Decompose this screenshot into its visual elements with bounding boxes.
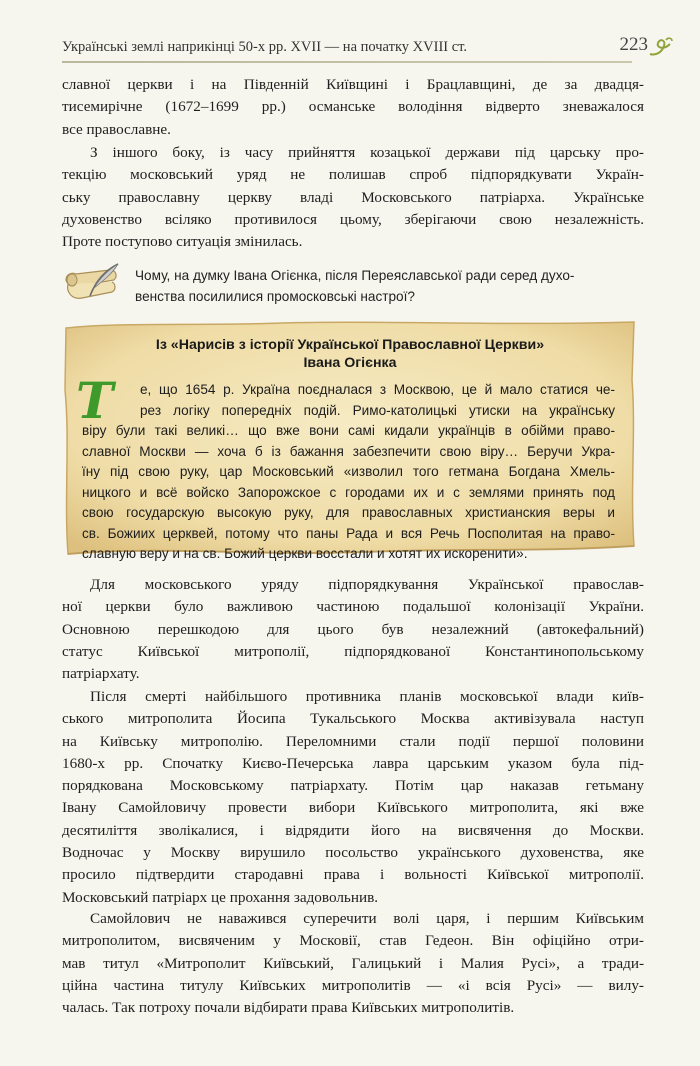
source-line: їну під свою руку, цар Московський «изволил того гетмана Богдана Хмель-: [82, 464, 615, 479]
question-line: венства посилилися промосковські настрої?: [135, 289, 415, 304]
source-line: е, що 1654 р. Україна поєдналася з Москвою, це й мало статися че-: [140, 382, 615, 397]
text-line: Після смерті найбільшого противника планів московської влади київ-: [90, 688, 644, 705]
paragraph-4: [62, 686, 644, 909]
text-line: мав титул «Митрополит Київський, Галицький і Малия Русі», а тради-: [62, 954, 644, 972]
text-line: ську православну церкву владі Московського патріарха. Українське: [62, 188, 644, 206]
source-line: рез логіку попередніх подій. Римо-католицькі утиски на українську: [140, 402, 615, 418]
source-text: [82, 380, 615, 565]
text-line: Основною перешкодою для цього був незалежний (автокефальний): [62, 620, 644, 638]
text-line: ної церкви було важливою частиною подальшої колонізації України.: [62, 598, 644, 616]
source-line: славної Москви — хоча б із бажання забезпечити свою віру… Беручи Укра-: [82, 443, 615, 459]
question-block: [60, 262, 660, 310]
text-line: десятиліття зволікалися, і відрядити його на висвячення до Москви.: [62, 821, 644, 839]
text-line: текцію московський уряд не полишав спроб підпорядкувати Україн-: [62, 166, 644, 184]
intro-paragraph: [62, 74, 644, 141]
question-line: Чому, на думку Івана Огієнка, після Переяславської ради серед духо-: [135, 268, 575, 283]
text-line: Самойлович не наважився суперечити волі царя, і першим Київським: [90, 910, 644, 927]
text-line: чалась. Так потроху почали відбирати права Київських митрополитів.: [62, 999, 515, 1017]
text-line: тисемирічне (1672–1699 рр.) османське володіння відверто зневажалося: [62, 98, 644, 116]
text-line: митрополитом, висвяченим у Московії, став Гедеон. Він офіційно отри-: [62, 932, 644, 950]
text-line: славної церкви і на Південній Київщині і Брацлавщині, де за двадця-: [62, 76, 644, 93]
text-line: Для московського уряду підпорядкування Української православ-: [90, 576, 644, 593]
text-line: 1680-х рр. Спочатку Києво-Печерська лавра царським указом була під-: [62, 754, 644, 772]
header-rule: [62, 61, 632, 63]
text-line: порядкована Московському патріархату. Потім цар наказав гетьману: [62, 777, 644, 795]
text-line: ського митрополита Йосипа Тукальського Москва активізувала наступ: [62, 710, 644, 728]
text-line: Проте поступово ситуація змінилась.: [62, 233, 303, 251]
text-line: Московський патріарх це прохання задовольнив.: [62, 888, 379, 906]
source-line: свою государскую высокую руку, для православных христианския веры и: [82, 505, 615, 520]
paragraph-5: [62, 908, 644, 1019]
text-line: статус Київської митрополії, підпорядкованої Константинопольському: [62, 642, 644, 660]
running-title: Українські землі наприкінці 50-х рр. XVII — на початку XVIII ст.: [62, 39, 468, 55]
text-line: З іншого боку, із часу прийняття козацької держави під царську про-: [90, 144, 644, 161]
paragraph-2: [62, 142, 644, 253]
page-number: 223: [619, 34, 648, 55]
source-line: ницкого и всё войско Запорожское с городами их и с землями принять под: [82, 484, 615, 500]
source-line: славную веру и на св. Божий церкви восстали и хотят их искоренити».: [82, 546, 528, 561]
page-header: [62, 34, 674, 60]
source-title-line: Із «Нарисів з історії Української Православної Церкви»: [155, 337, 545, 353]
text-line: Водночас у Москву вирушило посольство українського духовенства, яке: [62, 844, 644, 862]
text-line: ційна частина титулу Київських митрополитів — «і всія Русі» — вилу-: [62, 976, 644, 994]
question-text: [135, 265, 655, 307]
text-line: на Київську митрополію. Переломними стали події першої половини: [62, 732, 644, 750]
text-line: Івану Самойловичу провести вибори Київського митрополита, які вже: [62, 799, 644, 817]
source-title: [62, 336, 638, 372]
source-title-author: Івана Огієнка: [303, 355, 397, 371]
text-line: патріархату.: [62, 665, 140, 683]
quill-scroll-icon: [60, 262, 122, 308]
text-line: все православне.: [62, 120, 171, 138]
source-excerpt: [62, 320, 638, 560]
ornament-swirl-icon: [648, 34, 674, 60]
text-line: просило підтвердити стародавні права і вольності Київської митрополії.: [62, 866, 644, 884]
source-line: св. Божиих церквей, потому что паны Рада и вся Речь Посполитая на право-: [82, 525, 615, 541]
source-line: віру були такі великі… що вже вони самі кидали українців в обійми право-: [82, 423, 615, 438]
paragraph-3: [62, 574, 644, 685]
drop-cap: Т: [76, 371, 114, 430]
text-line: духовенство всіляко противилося цьому, зберігаючи свою незалежність.: [62, 210, 644, 228]
